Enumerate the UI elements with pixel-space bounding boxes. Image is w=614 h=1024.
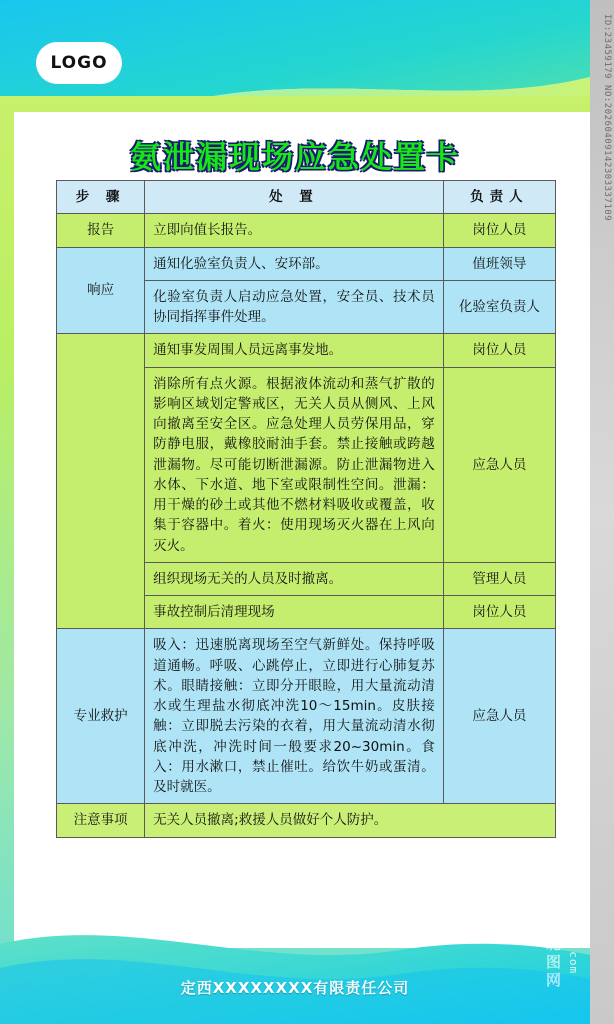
- cell-action: 化验室负责人启动应急处置，安全员、技术员协同指挥事件处理。: [145, 280, 444, 334]
- cell-action: 通知化验室负责人、安环部。: [145, 247, 444, 280]
- cell-step: [57, 334, 145, 629]
- cell-responsible: 应急人员: [443, 629, 555, 804]
- cell-action: 组织现场无关的人员及时撤离。: [145, 562, 444, 595]
- cell-responsible: 应急人员: [443, 367, 555, 562]
- cell-step: 响应: [57, 247, 145, 334]
- header-responsible: 负责人: [443, 181, 555, 214]
- table-header-row: [57, 181, 556, 214]
- table-row: [57, 247, 556, 280]
- cell-action: 立即向值长报告。: [145, 214, 444, 247]
- logo: LOGO: [36, 42, 122, 84]
- side-id-code: ID:23459179 NO:20260409142303337109: [602, 14, 612, 222]
- cell-responsible: 岗位人员: [443, 334, 555, 367]
- emergency-card-table: [56, 180, 556, 838]
- table-row: [57, 214, 556, 247]
- page-title: 氨泄漏现场应急处置卡: [130, 140, 460, 176]
- emergency-card-table-wrapper: [56, 180, 556, 838]
- cell-step: 报告: [57, 214, 145, 247]
- bottom-wave-decoration: [0, 904, 614, 1024]
- cell-action: 无关人员撤离;救援人员做好个人防护。: [145, 804, 556, 837]
- cell-step: 注意事项: [57, 804, 145, 837]
- cell-action: 消除所有点火源。根据液体流动和蒸气扩散的影响区域划定警戒区，无关人员从侧风、上风向撤离至安全区。应急处理人员劳保用品，穿防静电服，戴橡胶耐油手套。禁止接触或跨越泄漏物。尽可能切断泄漏源。防止泄漏物进入水体、下水道、地下室或限制性空间。泄漏：用干燥的砂土或其他不燃材料吸收或覆盖，收集于容器中。着火：使用现场灭火器在上风向灭火。: [145, 367, 444, 562]
- cell-action: 通知事发周围人员远离事发地。: [145, 334, 444, 367]
- cell-responsible: 管理人员: [443, 562, 555, 595]
- table-row: [57, 804, 556, 837]
- header-action: 处 置: [145, 181, 444, 214]
- header-step: 步 骤: [57, 181, 145, 214]
- cell-responsible: 化验室负责人: [443, 280, 555, 334]
- cell-responsible: 岗位人员: [443, 214, 555, 247]
- table-row: [57, 629, 556, 804]
- table-row: [57, 334, 556, 367]
- cell-action: 吸入：迅速脱离现场至空气新鲜处。保持呼吸道通畅。呼吸、心跳停止，立即进行心肺复苏术。眼睛接触：立即分开眼睑，用大量流动清水或生理盐水彻底冲洗10～15min。皮肤接触：立即脱去污染的衣着，用大量流动清水彻底冲洗，冲洗时间一般要求20~30min。食入：用水漱口，禁止催吐。给饮牛奶或蛋清。及时就医。: [145, 629, 444, 804]
- cell-action: 事故控制后清理现场: [145, 596, 444, 629]
- cell-responsible: 值班领导: [443, 247, 555, 280]
- cell-step: 专业救护: [57, 629, 145, 804]
- cell-responsible: 岗位人员: [443, 596, 555, 629]
- watermark-brand: 昵图网: [544, 936, 562, 990]
- company-footer: 定西XXXXXXXX有限责任公司: [180, 979, 410, 997]
- watermark-url: www.nipic.com: [567, 874, 580, 974]
